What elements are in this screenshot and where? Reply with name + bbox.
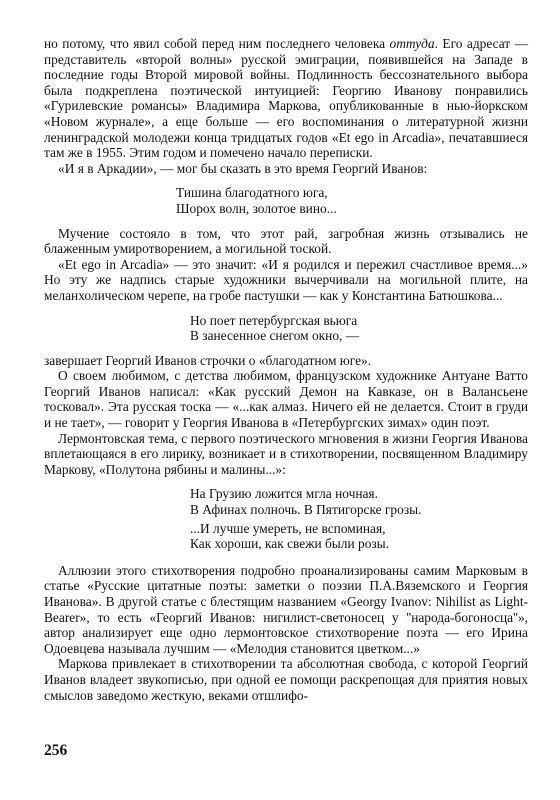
verse-line: Шорох волн, золотое вино... [176,200,337,216]
paragraph: О своем любимом, с детства любимом, французском художнике Антуане Ватто Георгий Иванов написал: «Как русский Демон на Кавказе, он в Валансьене тосковал». Эта русская тоска — «...как алмаз. Ничего ей не делается. Стоит в груди и не тает», — говорит у Георгия Иванова в «Петербургских зимах» один поэт. [44,368,528,431]
page-body [44,36,528,703]
paragraph: Маркова привлекает в стихотворении та абсолютная свобода, с которой Георгий Иванов владеет звукописью, при одной ее помощи раскрепощая для приятия новых смыслов заведомо жесткую, веками отшлифо- [44,656,528,703]
verse-line: Как хороши, как свежи были розы. [190,536,390,552]
verse-quote [44,185,528,216]
verse-quote [44,486,528,517]
page-number: 256 [44,742,68,759]
paragraph: но потому, что явил собой перед ним последнего человека оттуда. Его адресат — представитель «второй волны» русской эмиграции, появившейся на Западе в последние годы Второй мировой войны. Подлинность бессознательного выбора была подкреплена поэтической интуицией: Георгию Иванову понравились «Гурилевские романсы» Владимира Маркова, опубликованные в нью-йоркском «Новом журнале», а еще больше — его воспоминания о литературной жизни ленинградской молодежи конца тридцатых годов «Et ego in Arcadia», печатавшиеся там же в 1955. Этим годом и помечено начало переписки. [44,36,528,161]
paragraph: Аллюзии этого стихотворения подробно проанализированы самим Марковым в статье «Русские цитатные поэты: заметки о поэзии П.А.Вяземского и Георгия Иванова». В другой статье с блестящим названием «Georgy Ivanov: Nihilist as Light-Bearer», то есть «Георгий Иванов: нигилист-светоносец у ''народа-богоносца''», автор анализирует еще одно лермонтовское стихотворение поэта — его Ирина Одоевцева называла лучшим — «Мелодия становится цветком...» [44,562,528,656]
verse-line: В Афинах полночь. В Пятигорске грозы. [190,502,422,518]
verse-line: ...И лучше умереть, не вспоминая, [190,520,386,536]
verse-line: В занесенное снегом окно, — [190,328,360,344]
italic-word: оттуда [389,36,435,51]
verse-line: На Грузию ложится мгла ночная. [190,486,378,502]
paragraph: «И я в Аркадии», — мог бы сказать в это время Георгий Иванов: [58,160,428,176]
paragraph: завершает Георгий Иванов строчки о «благодатном юге». [44,352,372,368]
paragraph: «Et ego in Arcadia» — это значит: «И я родился и пережил счастливое время...» Но эту же надпись старые художники вычерчивали на могильной плите, на меланхолическом черепе, на гробе пастушки — как у Константина Батюшкова... [44,256,528,303]
verse-quote [44,313,528,344]
paragraph: Лермонтовская тема, с первого поэтического мгновения в жизни Георгия Иванова вплетающаяся в его лирику, возникает и в стихотворении, посвященном Владимиру Маркову, «Полутона рябины и малины...»: [44,430,528,477]
verse-line: Но поет петербургская вьюга [190,312,358,328]
verse-quote [44,521,528,552]
paragraph: Мучение состояло в том, что этот рай, загробная жизнь отзывались не блаженным умиротворением, а могильной тоской. [44,225,528,257]
verse-line: Тишина благодатного юга, [176,185,328,201]
